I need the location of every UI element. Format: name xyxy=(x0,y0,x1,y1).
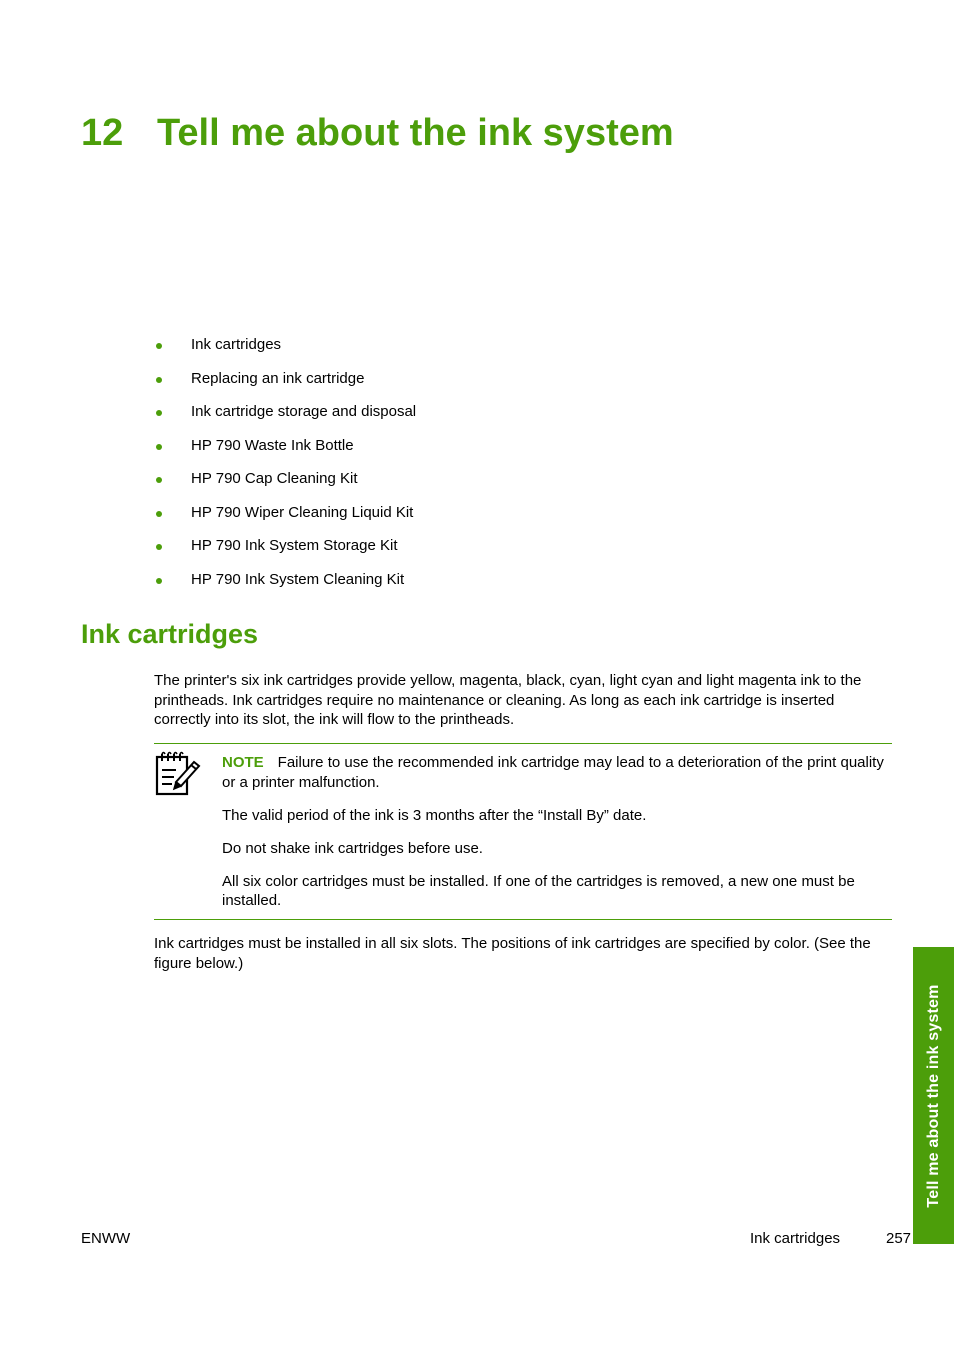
toc-item-label: HP 790 Ink System Storage Kit xyxy=(191,537,398,554)
bullet-icon xyxy=(156,477,162,483)
chapter-title xyxy=(81,112,674,155)
toc-item-replacing-cartridge[interactable] xyxy=(154,368,416,402)
toc-item-storage-kit[interactable] xyxy=(154,535,416,569)
note-box xyxy=(154,743,892,920)
toc-item-label: HP 790 Cap Cleaning Kit xyxy=(191,470,358,487)
bullet-icon xyxy=(156,343,162,349)
toc-item-cleaning-kit[interactable] xyxy=(154,569,416,603)
toc-item-label: HP 790 Ink System Cleaning Kit xyxy=(191,570,405,588)
toc-item-wiper-cleaning-kit[interactable] xyxy=(154,502,416,536)
footer-section: Ink cartridges xyxy=(750,1230,841,1247)
note-install-all: All six color cartridges must be installed. If one of the cartridges is removed, a new one must be installed. xyxy=(222,872,855,909)
note-do-not-shake: Do not shake ink cartridges before use. xyxy=(222,839,483,857)
closing-paragraph: Ink cartridges must be installed in all six slots. The positions of ink cartridges are specified by color. (See the figure below.) xyxy=(154,935,871,972)
chapter-number: 12 xyxy=(81,112,124,154)
footer-left: ENWW xyxy=(81,1230,131,1247)
bullet-icon xyxy=(156,377,162,383)
toc-item-label: HP 790 Wiper Cleaning Liquid Kit xyxy=(191,503,414,521)
toc-item-label: Ink cartridge storage and disposal xyxy=(191,403,417,420)
toc-item-label: Ink cartridges xyxy=(191,336,282,353)
section-title: Ink cartridges xyxy=(81,619,259,649)
toc-item-cap-cleaning-kit[interactable] xyxy=(154,468,416,502)
bullet-icon xyxy=(156,410,162,416)
note-content xyxy=(222,753,892,924)
side-tab-label: Tell me about the ink system xyxy=(924,983,942,1208)
chapter-title-text: Tell me about the ink system xyxy=(157,112,674,154)
note-paragraph xyxy=(222,753,892,792)
bullet-icon xyxy=(156,578,162,584)
note-text: Failure to use the recommended ink cartridge may lead to a deterioration of the print quality or a printer malfunction. xyxy=(222,754,884,791)
note-pencil-icon xyxy=(154,748,202,796)
note-valid-period: The valid period of the ink is 3 months after the “Install By” date. xyxy=(222,806,647,824)
intro-paragraph: The printer's six ink cartridges provide yellow, magenta, black, cyan, light cyan and light magenta ink to the printheads. Ink cartridges require no maintenance or cleaning. As long as each ink cartridge is inserted correctly into its slot, the ink will flow to the printheads. xyxy=(154,672,862,728)
toc-item-waste-ink-bottle[interactable] xyxy=(154,435,416,469)
chapter-contents-list xyxy=(154,334,416,602)
bullet-icon xyxy=(156,511,162,517)
toc-item-label: HP 790 Waste Ink Bottle xyxy=(191,436,354,454)
toc-item-storage-disposal[interactable] xyxy=(154,401,416,435)
bullet-icon xyxy=(156,444,162,450)
chapter-side-tab[interactable] xyxy=(913,947,954,1244)
bullet-icon xyxy=(156,544,162,550)
note-label: NOTE xyxy=(222,754,264,771)
toc-item-ink-cartridges[interactable] xyxy=(154,334,416,368)
toc-item-label: Replacing an ink cartridge xyxy=(191,369,365,387)
page-number: 257 xyxy=(886,1230,912,1247)
